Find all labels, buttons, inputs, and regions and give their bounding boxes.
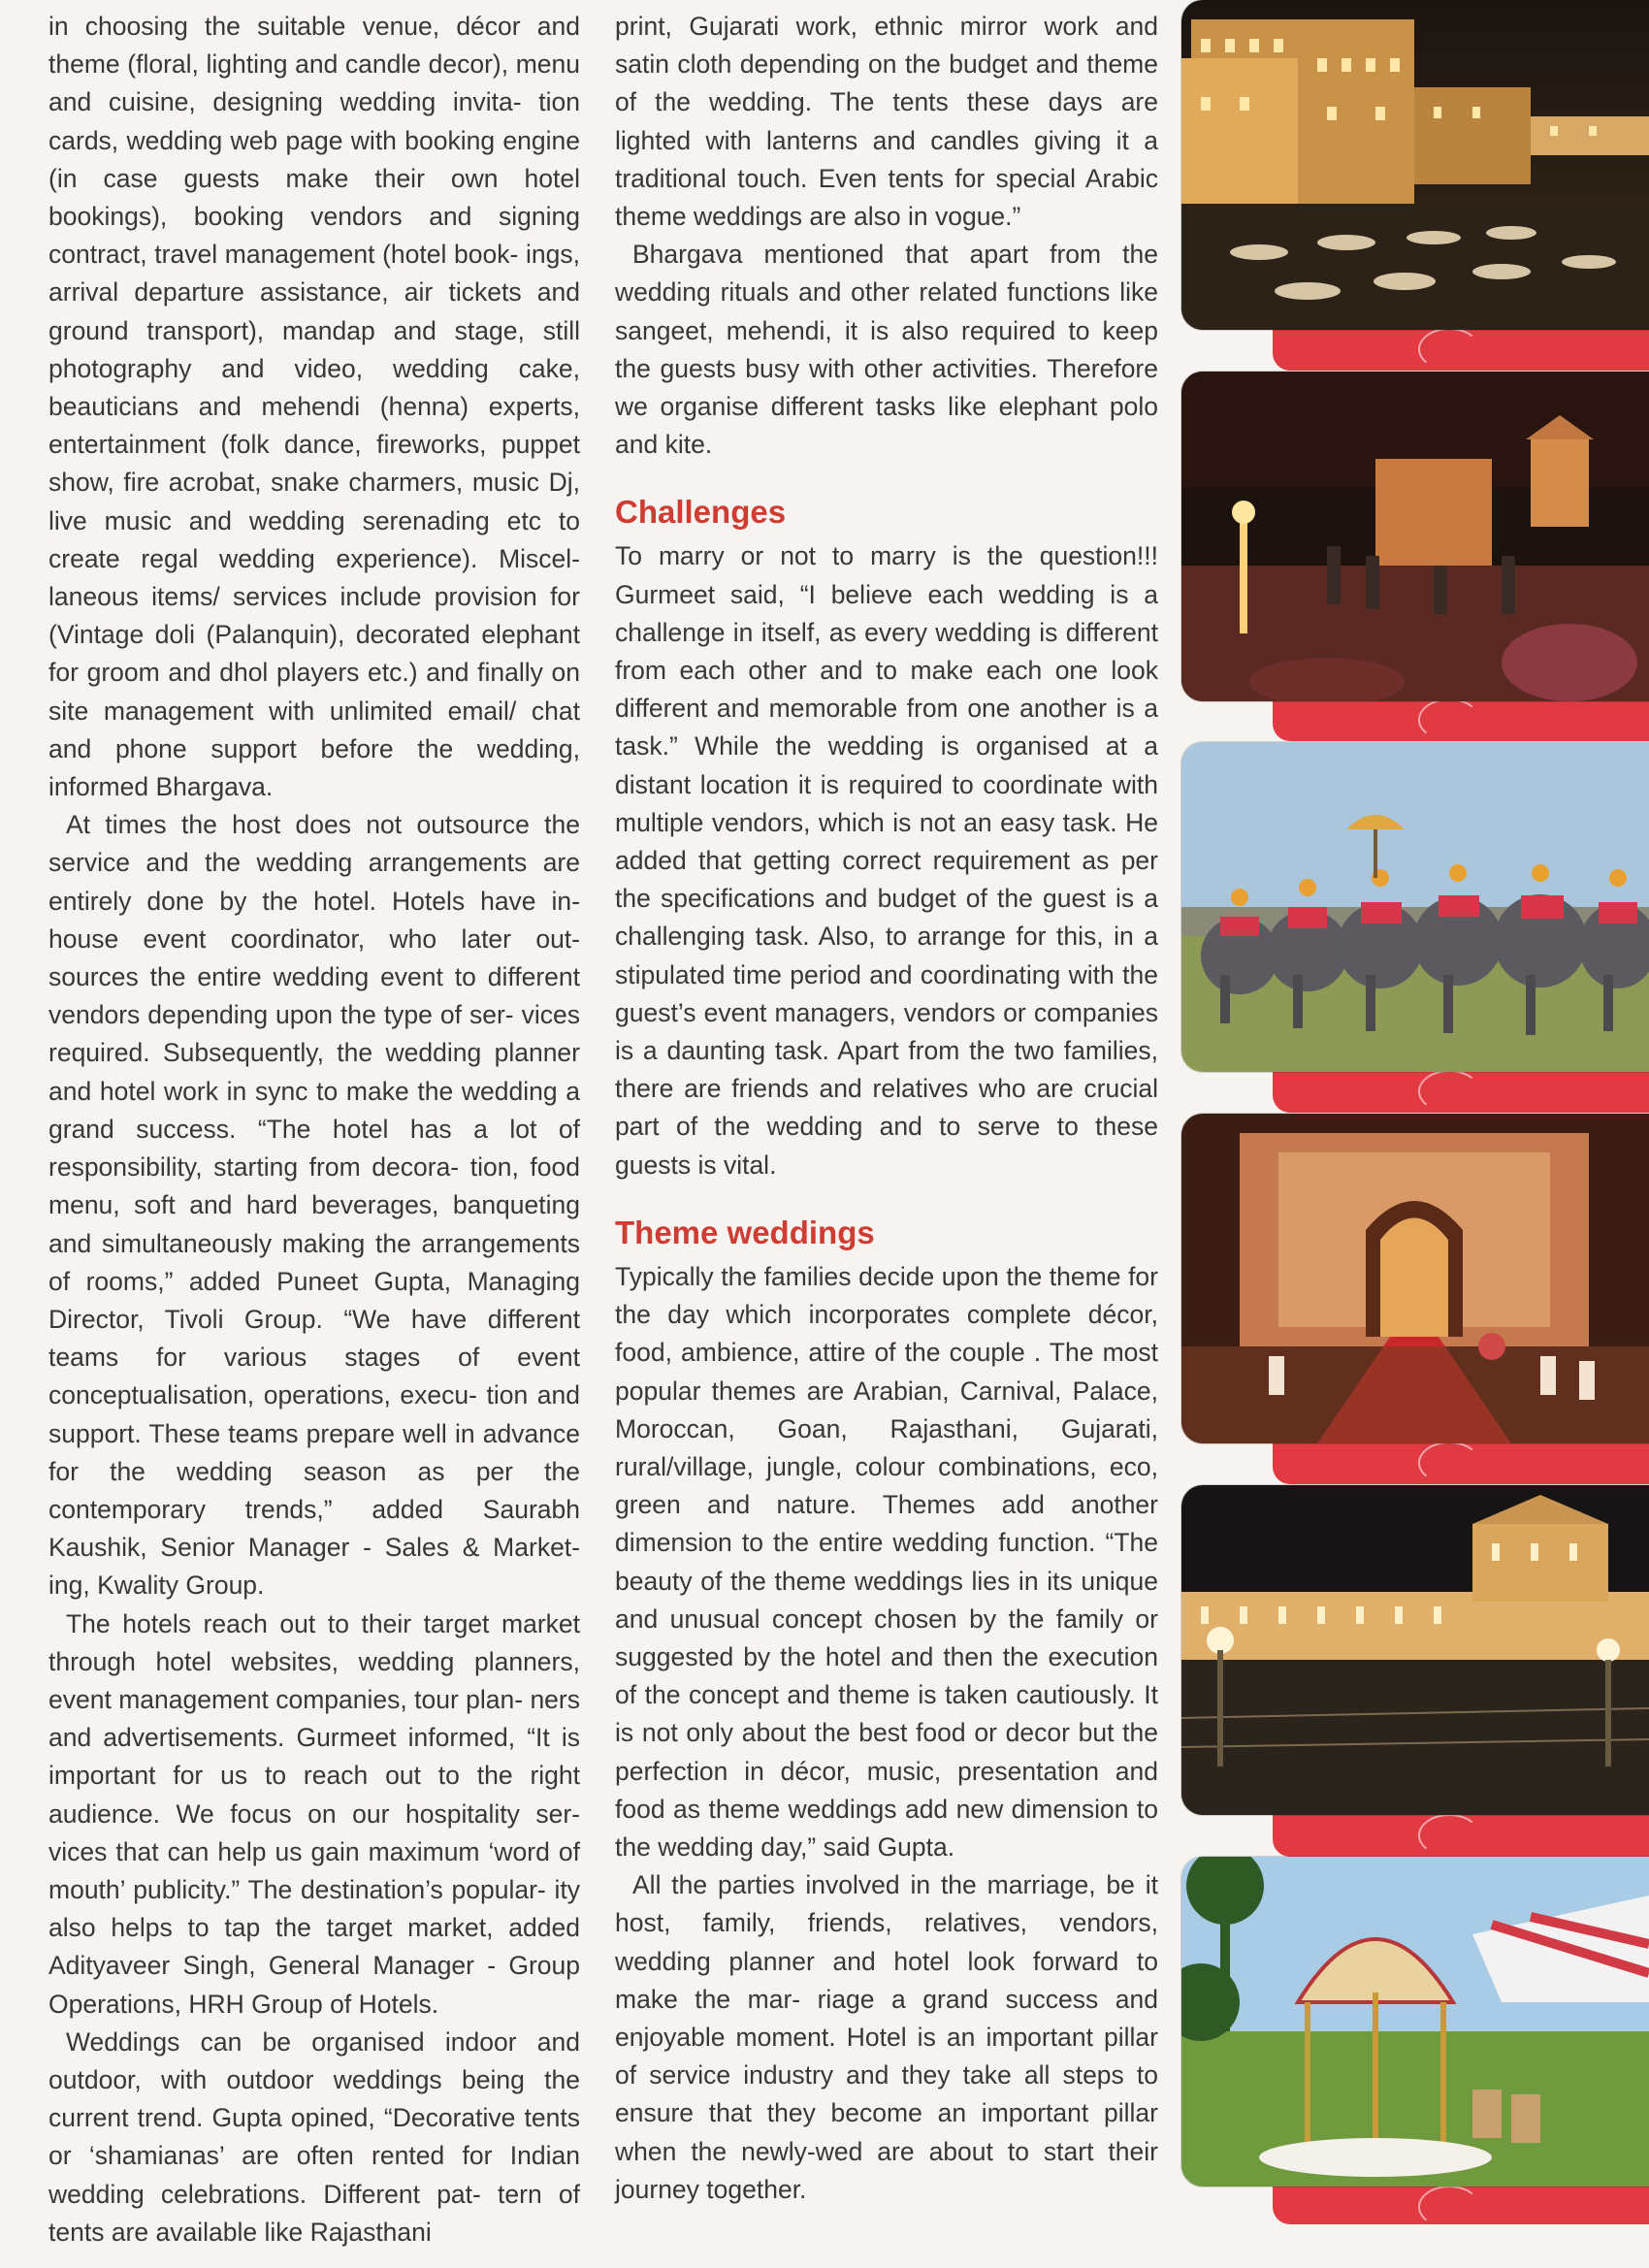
body-paragraph: All the parties involved in the marriage, be it host, family, friends, relatives, vendors, wedding planner and hotel look forward to make the mar- riage a grand success and enjoyable moment. Hotel is an important pillar of service industry and they take all steps to ensure that they become an important pillar when the newly-wed are about to start their journey together. (615, 1870, 1158, 2204)
section-heading-theme-weddings: Theme weddings (615, 1214, 875, 1250)
photo-palace-gate (1181, 1114, 1649, 1443)
body-paragraph: To marry or not to marry is the question!!! Gurmeet said, “I believe each wedding is a challenge in itself, as every wedding is different from each other and to make each one look different and memorable from one another is a task.” While the wedding is organised at a distant location it is required to coordinate with multiple vendors, which is not an easy task. He added that getting correct requirement as per the specifications and budget of the guest is a challenging task. Also, to arrange for this, in a stipulated time period and coordinating with the guest’s event managers, vendors or companies is a daunting task. Apart from the two families, there are friends and relatives who are crucial part of the wedding and to serve to these guests is vital. (615, 541, 1158, 1180)
body-paragraph: print, Gujarati work, ethnic mirror work and satin cloth depending on the budget and theme of the wedding. The tents these days are lighted with lanterns and candles giving it a traditional touch. Even tents for special Arabic theme weddings are also in vogue.” (615, 12, 1158, 232)
photo-palace-night (1181, 0, 1649, 330)
photo-elephants (1181, 742, 1649, 1072)
photo-courtyard-evening (1181, 372, 1649, 701)
body-paragraph: At times the host does not outsource the service and the wedding arrangements are entirely done by the hotel. Hotels have in-house event coordinator, who later out- sources the entire wedding event to different vendors depending upon the type of ser- vices required. Subsequently, the wedding planner and hotel work in sync to make the wedding a grand success. “The hotel has a lot of responsibility, starting from decora- tion, food menu, soft and hard beverages, banqueting and simultaneously making the arrangements of rooms,” added Puneet Gupta, Managing Director, Tivoli Group. “We have different teams for various stages of event conceptualisation, operations, execu- tion and support. These teams prepare well in advance for the wedding season as per the contemporary trends,” added Saurabh Kaushik, Senior Manager - Sales & Market- ing, Kwality Group. (48, 810, 580, 1601)
section-heading-challenges: Challenges (615, 494, 787, 531)
photo-garden-mandap (1181, 1857, 1649, 2187)
body-paragraph: Typically the families decide upon the theme for the day which incorporates complete décor, food, ambience, attire of the couple . The most popular themes are Arabian, Carnival, Palace, Moroccan, Goan, Rajasthani, Gujarati, rural/village, jungle, colour combinations, eco, green and nature. Themes add another dimension to the entire wedding function. “The beauty of the theme weddings lies in its unique and unusual concept chosen by the family or suggested by the hotel and then the execution of the concept and theme is taken cautiously. It is not only about the best food or decor but the perfection in décor, music, presentation and food as theme weddings add new dimension to the wedding day,” said Gupta. (615, 1261, 1158, 1862)
photo-strip (1176, 0, 1649, 2268)
body-paragraph: Weddings can be organised indoor and outdoor, with outdoor weddings being the current trend. Gupta opined, “Decorative tents or ‘shamianas’ are often rented for Indian wedding celebrations. Different pat- tern of tents are available like Rajasthani (48, 2026, 580, 2247)
body-paragraph: in choosing the suitable venue, décor and theme (floral, lighting and candle decor), menu and cuisine, designing wedding invita- tion cards, wedding web page with booking engine (in case guests make their own hotel bookings), booking vendors and signing contract, travel management (hotel book- ings, arrival departure assistance, air tickets and ground transport), mandap and stage, still photography and video, wedding cake, beauticians and mehendi (henna) experts, entertainment (folk dance, fireworks, puppet show, fire acrobat, snake charmers, music Dj, live music and wedding serenading etc to create regal wedding experience). Miscel- laneous items/ services include provision for (Vintage doli (Palanquin), decorated elephant for groom and dhol players etc.) and finally on site management with unlimited email/ chat and phone support before the wedding, informed Bhargava. (48, 12, 580, 802)
left-text-column (48, 8, 580, 2252)
body-paragraph: Bhargava mentioned that apart from the wedding rituals and other related functions like sangeet, mehendi, it is also required to keep the guests busy with other activities. Therefore we organise different tasks like elephant polo and kite. (615, 240, 1158, 460)
photo-lakeside-palace (1181, 1485, 1649, 1815)
middle-text-column (615, 8, 1158, 2209)
body-paragraph: The hotels reach out to their target market through hotel websites, wedding planners, event management companies, tour plan- ners and advertisements. Gurmeet informed, “It is important for us to reach out to the right audience. We focus on our hospitality ser- vices that can help us gain maximum ‘word of mouth’ publicity.” The destination’s popular- ity also helps to tap the target market, added Adityaveer Singh, General Manager - Group Operations, HRH Group of Hotels. (48, 1608, 580, 2019)
